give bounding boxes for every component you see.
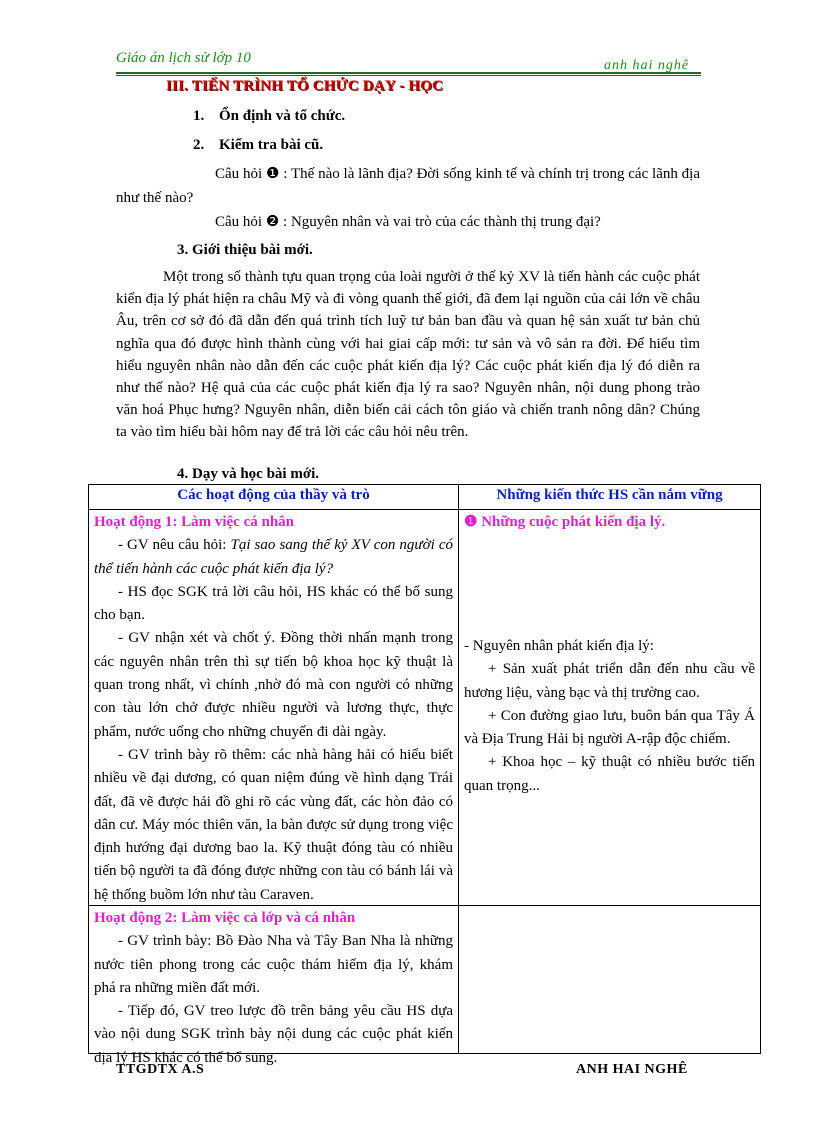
item-2-number: 2. [193, 137, 205, 153]
section-title: III. TIẾN TRÌNH TỔ CHỨC DẠY - HỌC [166, 78, 444, 94]
activity-1-question [94, 534, 453, 581]
question-1: Câu hỏi ❶ : Thế nào là lãnh địa? Đời sống kinh tế và chính trị trong các lãnh địa như thế nào? [116, 166, 700, 206]
activity-2-gv-next: - Tiếp đó, GV treo lược đồ trên bảng yêu cầu HS dựa vào nội dung SGK trình bày nội dung các cuộc phát kiến địa lý HS khác có thể bổ sung. [94, 1003, 453, 1066]
activity-1-title: Hoạt động 1: Làm việc cá nhân [94, 514, 295, 530]
activity-2-gv-present: - GV trình bày: Bồ Đào Nha và Tây Ban Nha là những nước tiên phong trong các cuộc thám hiểm địa lý, khám phá ra những miền đất mới. [94, 933, 453, 996]
cause-title: - Nguyên nhân phát kiến địa lý: [464, 638, 654, 654]
header-rule [116, 72, 701, 74]
table-header-divider [89, 509, 760, 510]
activity-1-gv-present: - GV trình bày rõ thêm: các nhà hàng hải có hiểu biết nhiều về đại dương, có quan niệm đúng về hình dạng Trái đất, đã vẽ được hải đồ ghi rõ các vùng đất, các hòn đảo có dân cư. Máy móc thiên văn, la bàn được sử dụng trong việc định hướng đại dương bao la. Kỹ thuật đóng tàu có nhiều tiến bộ người ta đã đóng được những con tàu có bánh lái và hệ thống buồm lớn như tàu Caraven. [94, 746, 453, 903]
row2-activities-cell [94, 907, 453, 1070]
item-1-number: 1. [193, 108, 205, 124]
item-1-label: Ổn định và tổ chức. [219, 108, 346, 124]
item-1 [193, 108, 345, 125]
question-2: Câu hỏi ❷ : Nguyên nhân và vai trò của các thành thị trung đại? [215, 214, 601, 230]
knowledge-1-title: ❶ Những cuộc phát kiến địa lý. [464, 514, 666, 530]
table-column-divider [458, 485, 459, 1053]
header-rule-thin [116, 75, 701, 76]
row1-activities-cell [94, 511, 453, 907]
intro-paragraph: Một trong số thành tựu quan trọng của loài người ở thế kỷ XV là tiến hành các cuộc phát kiến địa lý phát hiện ra châu Mỹ và đi vòng quanh thế giới, đã đem lại nguồn của cải lớn về châu Âu, trên cơ sở đó đã dẫn đến quá trình tích luỹ tư bản ban đầu và quan hệ sản xuất tư bản chủ nghĩa qua đó được hình thành cùng với hai giai cấp mới: tư sản và vô sản ra đời. Để hiểu tìm hiểu nguyên nhân nào dẫn đến các cuộc phát kiến địa lý? Các cuộc phát kiến địa lý đó diễn ra như thế nào? Hệ quả của các cuộc phát kiến địa lý ra sao? Nguyên nhân, nội dung phong trào văn hoá Phục hưng? Nguyên nhân, diễn biến cải cách tôn giáo và chiến tranh nông dân? Chúng ta vào tìm hiểu bài hôm nay để trả lời các câu hỏi nêu trên. [116, 269, 700, 441]
item-2 [193, 137, 323, 154]
table-header-activities: Các hoạt động của thầy và trò [177, 487, 370, 503]
activity-1-hs-answer: - HS đọc SGK trả lời câu hỏi, HS khác có thể bổ sung cho bạn. [94, 583, 453, 624]
cause-2: + Con đường giao lưu, buôn bán qua Tây Á và Địa Trung Hải bị người A-rập độc chiếm. [464, 707, 755, 748]
row1-knowledge-cell [464, 511, 755, 534]
activity-1-question-text: Tại sao sang thế kỷ XV con người có thể tiến hành các cuộc phát kiến địa lý? [94, 537, 453, 577]
footer-center-name: TTGDTX A.S [116, 1062, 205, 1077]
header-author: anh hai nghê [604, 58, 690, 73]
footer-author: ANH HAI NGHÊ [576, 1062, 688, 1077]
item-4-label: 4. Dạy và học bài mới. [177, 466, 320, 482]
lesson-table [88, 484, 761, 1066]
header-subject: Giáo án lịch sử lớp 10 [116, 50, 251, 66]
activity-2-title: Hoạt động 2: Làm việc cả lớp và cá nhân [94, 910, 356, 926]
table-header-knowledge: Những kiến thức HS cần nắm vững [496, 487, 723, 503]
cause-3: + Khoa học – kỹ thuật có nhiều bước tiến quan trọng... [464, 754, 755, 794]
item-3-label: 3. Giới thiệu bài mới. [177, 242, 313, 258]
cause-1: + Sản xuất phát triển dẫn đến nhu cầu về hương liệu, vàng bạc và thị trường cao. [464, 661, 755, 701]
row1-causes [464, 635, 755, 798]
activity-1-gv-conclude: - GV nhận xét và chốt ý. Đồng thời nhấn mạnh trong các nguyên nhân trên thì sự tiến bộ khoa học kỹ thuật là quan trong nhất, vì chính ,nhờ đó mà con người có những con tàu lớn chở được nhiều người và lương thực, thực phẩm, nước uống cho những chuyến đi dài ngày. [94, 630, 453, 740]
activity-1-question-prefix: - GV nêu câu hỏi: [118, 537, 231, 554]
item-2-label: Kiểm tra bài cũ. [219, 137, 324, 153]
